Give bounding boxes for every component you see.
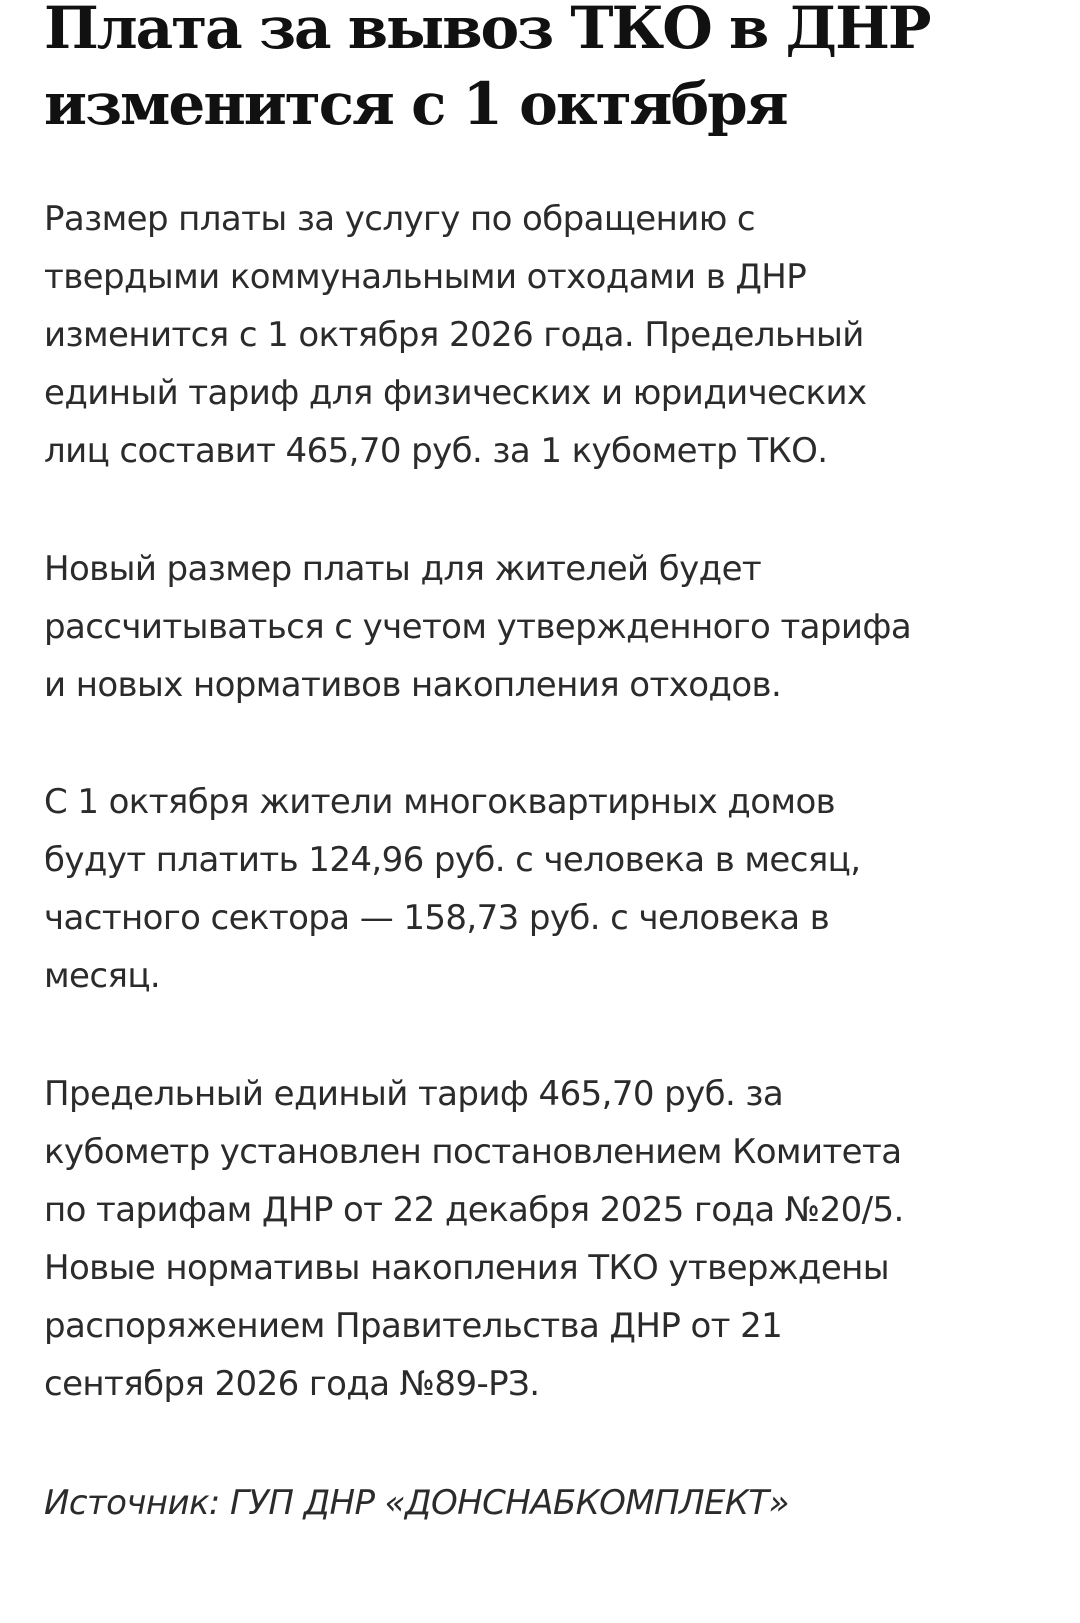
paragraph-line: С 1 октября жители многоквартирных домов [44,782,836,822]
paragraph-line: кубометр установлен постановлением Комитета [44,1132,902,1172]
source-credit: Источник: ГУП ДНР «ДОНСНАБКОМПЛЕКТ» [44,1483,789,1523]
paragraph-line: Предельный единый тариф 465,70 руб. за [44,1074,784,1114]
paragraph-calculation [44,540,911,714]
paragraph-line: твердыми коммунальными отходами в ДНР [44,257,807,297]
paragraph-line: месяц. [44,956,161,996]
paragraph-line: Размер платы за услугу по обращению с [44,199,756,239]
headline-line: Плата за вывоз ТКО в ДНР [44,0,930,62]
paragraph-line: сентября 2026 года №89-РЗ. [44,1364,540,1404]
paragraph-line: рассчитываться с учетом утвержденного тарифа [44,607,912,647]
paragraph-line: изменится с 1 октября 2026 года. Предельный [44,315,864,355]
paragraph-line: Новые нормативы накопления ТКО утверждены [44,1248,890,1288]
paragraph-line: будут платить 124,96 руб. с человека в месяц, [44,840,861,880]
article-headline [44,0,1044,142]
paragraph-line: лиц составит 465,70 руб. за 1 кубометр ТКО. [44,431,828,471]
paragraph-line: распоряжением Правительства ДНР от 21 [44,1306,783,1346]
headline-line: изменится с 1 октября [44,70,787,138]
paragraph-line: Новый размер платы для жителей будет [44,549,762,589]
paragraph-resident-rates [44,773,860,1005]
paragraph-line: и новых нормативов накопления отходов. [44,665,782,705]
paragraph-tariff-change [44,190,866,480]
article [44,0,1044,1523]
paragraph-line: единый тариф для физических и юридических [44,373,867,413]
paragraph-line: по тарифам ДНР от 22 декабря 2025 года №20/5. [44,1190,904,1230]
paragraph-line: частного сектора — 158,73 руб. с человека в [44,898,830,938]
paragraph-legal-basis [44,1065,904,1413]
